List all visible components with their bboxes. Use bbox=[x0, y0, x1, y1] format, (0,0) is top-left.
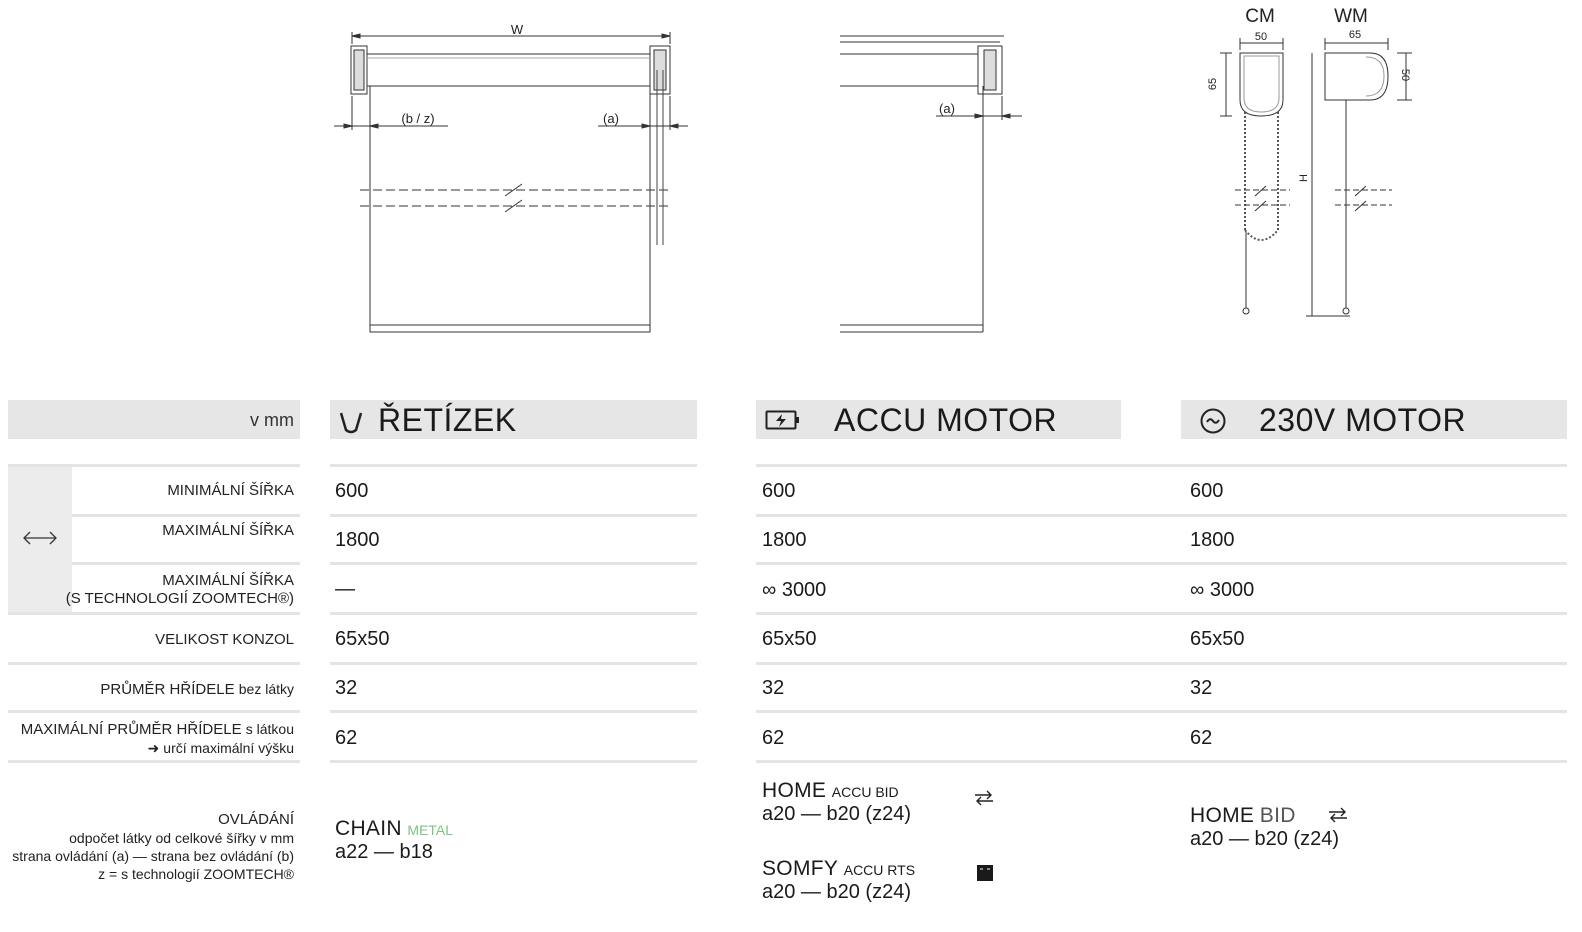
motor-control-home: HOME BID a20 — b20 (z24) bbox=[1190, 804, 1339, 850]
accu-max-shaft-diameter: 62 bbox=[762, 727, 785, 749]
chain-max-width: 1800 bbox=[335, 529, 380, 551]
motor-shaft-diameter: 32 bbox=[1190, 677, 1213, 699]
column-title-accu: ACCU MOTOR bbox=[834, 402, 1058, 438]
h-label: H bbox=[1298, 174, 1310, 182]
column-header-accu bbox=[756, 400, 1121, 439]
chain-control: CHAIN METAL a22 — b18 bbox=[335, 817, 454, 863]
label-max-width: MAXIMÁLNÍ ŠÍŘKA bbox=[162, 522, 294, 539]
row-labels bbox=[8, 0, 300, 932]
accu-min-width: 600 bbox=[762, 480, 796, 502]
column-header-motor bbox=[1181, 400, 1567, 439]
label-shaft-diameter: PRŮMĚR HŘÍDELE bez látky bbox=[100, 681, 294, 698]
accu-control-home: HOME ACCU BID a20 — b20 (z24) bbox=[762, 779, 911, 825]
label-max-width-zoom: MAXIMÁLNÍ ŠÍŘKA (S TECHNOLOGIÍ ZOOMTECH®) bbox=[65, 572, 294, 607]
accu-max-width-zoom: ∞ 3000 bbox=[762, 579, 827, 601]
front-view-drawing bbox=[334, 32, 688, 332]
bidirectional-icon bbox=[1326, 806, 1350, 824]
cm-height-label: 65 bbox=[1207, 77, 1219, 91]
wm-label: WM bbox=[1334, 6, 1368, 27]
motor-max-width: 1800 bbox=[1190, 529, 1235, 551]
label-bracket-size: VELIKOST KONZOL bbox=[155, 631, 294, 648]
chain-max-width-zoom: — bbox=[335, 578, 355, 600]
cm-profile-drawing bbox=[1220, 38, 1290, 314]
w-label: W bbox=[510, 22, 524, 37]
motor-bracket-size: 65x50 bbox=[1190, 628, 1245, 650]
motor-min-width: 600 bbox=[1190, 480, 1224, 502]
ac-power-icon bbox=[1199, 407, 1227, 435]
chain-min-width: 600 bbox=[335, 480, 369, 502]
wm-profile-drawing bbox=[1306, 38, 1412, 316]
accu-max-width: 1800 bbox=[762, 529, 807, 551]
motor-max-shaft-diameter: 62 bbox=[1190, 727, 1213, 749]
a-label-side: (a) bbox=[939, 101, 955, 116]
cm-label: CM bbox=[1245, 6, 1275, 27]
accu-shaft-diameter: 32 bbox=[762, 677, 785, 699]
label-min-width: MINIMÁLNÍ ŠÍŘKA bbox=[167, 482, 294, 499]
side-view-drawing bbox=[840, 36, 1022, 332]
motor-max-width-zoom: ∞ 3000 bbox=[1190, 579, 1255, 601]
column-title-chain: ŘETÍZEK bbox=[378, 402, 517, 438]
chain-shaft-diameter: 32 bbox=[335, 677, 358, 699]
column-header-chain bbox=[330, 400, 697, 439]
battery-icon bbox=[765, 409, 801, 431]
column-title-motor: 230V MOTOR bbox=[1259, 402, 1467, 438]
wm-height-label: 50 bbox=[1399, 68, 1411, 82]
a-label-front: (a) bbox=[603, 111, 619, 126]
unit-label: v mm bbox=[250, 410, 294, 430]
accu-bracket-size: 65x50 bbox=[762, 628, 817, 650]
wm-width-label: 65 bbox=[1348, 29, 1362, 41]
label-max-shaft-diameter: MAXIMÁLNÍ PRŮMĚR HŘÍDELE s látkou ➜ určí maximální výšku bbox=[20, 721, 294, 756]
label-control: OVLÁDÁNÍ odpočet látky od celkové šířky v mm strana ovládání (a) — strana bez ovládání (b) z = s technologií ZOOMTECH® bbox=[12, 811, 294, 882]
bz-label: (b / z) bbox=[401, 111, 435, 126]
bidirectional-icon bbox=[972, 789, 996, 807]
accu-control-somfy: SOMFY ACCU RTS a20 — b20 (z24) bbox=[762, 857, 916, 903]
cm-width-label: 50 bbox=[1254, 31, 1268, 43]
chain-icon bbox=[338, 410, 364, 434]
chain-bracket-size: 65x50 bbox=[335, 628, 390, 650]
remote-icon bbox=[976, 864, 994, 882]
chain-max-shaft-diameter: 62 bbox=[335, 727, 358, 749]
